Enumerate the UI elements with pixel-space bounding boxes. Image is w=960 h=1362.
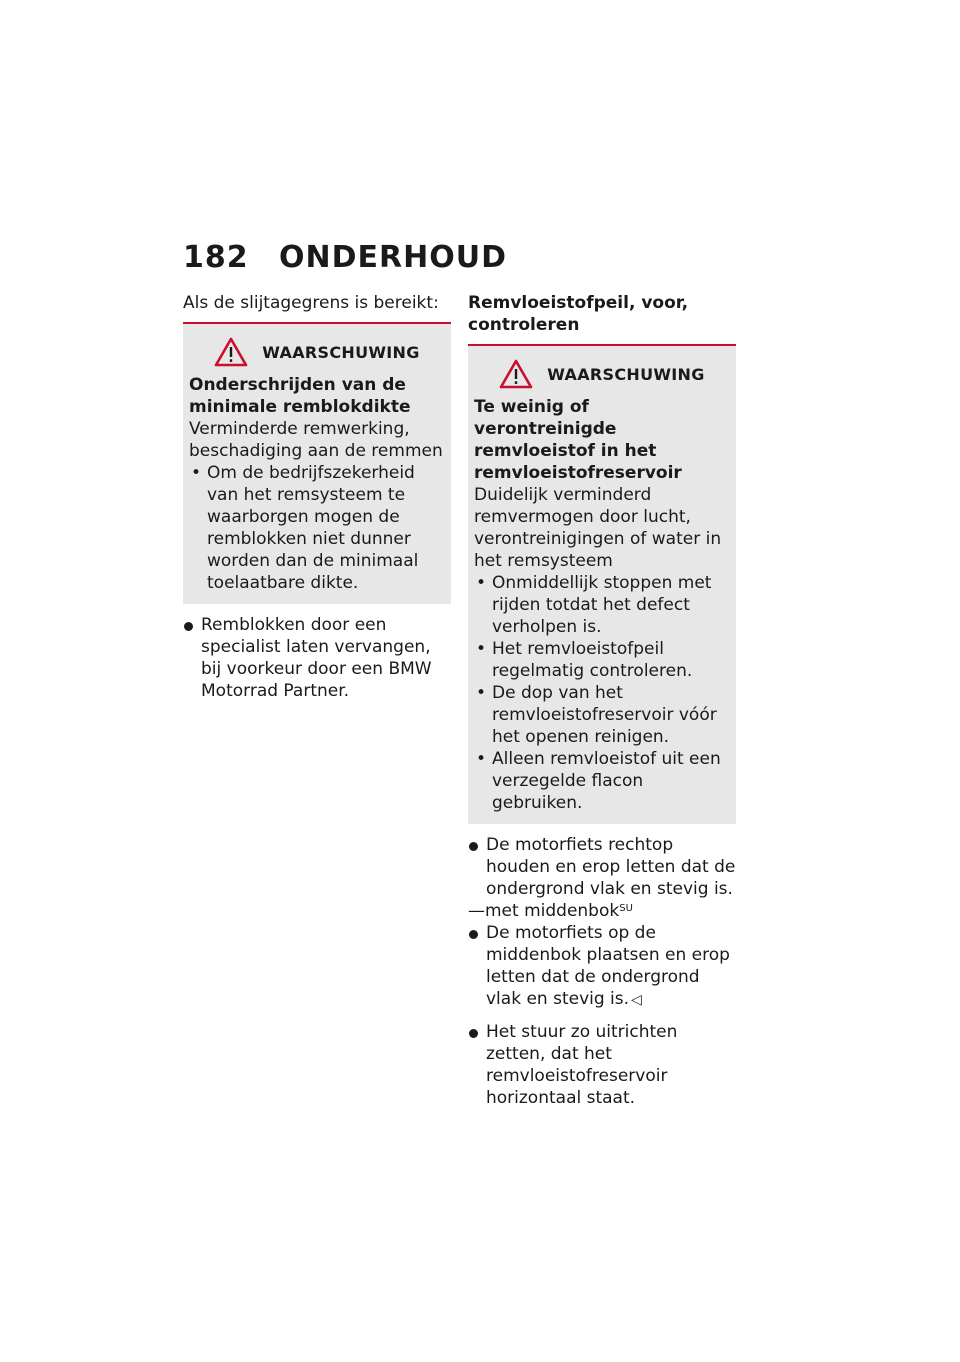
warning-consequence: Verminderde remwerking, beschadiging aan de remmen (189, 419, 443, 461)
warning-header (189, 334, 445, 370)
page-header (183, 240, 507, 280)
step-item: De motorfiets rechtop houden en erop letten dat de ondergrond vlak en stevig is. (468, 834, 736, 900)
warning-list-item: • Het remvloeistofpeil regelmatig controleren. (474, 638, 730, 682)
warning-label: WAARSCHUWING (262, 342, 420, 362)
warning-list (474, 572, 730, 814)
step-item: Het stuur zo uitrichten zetten, dat het remvloeistofreservoir horizontaal staat. (468, 1021, 736, 1109)
warning-list-item: • De dop van het remvloeistofreservoir vóór het openen reinigen. (474, 682, 730, 748)
warning-label: WAARSCHUWING (547, 364, 705, 384)
step-item (468, 922, 736, 1011)
warning-consequence: Duidelijk verminderd remvermogen door lucht, verontreinigingen of water in het remsysteem (474, 485, 722, 571)
warning-box (468, 344, 736, 824)
step-list (183, 614, 451, 702)
warning-list-item: • Onmiddellijk stoppen met rijden totdat het defect verholpen is. (474, 572, 730, 638)
page-number: 182 (183, 240, 249, 275)
intro-text: Als de slijtagegrens is bereikt: (183, 293, 439, 313)
warning-triangle-icon (499, 359, 533, 389)
option-code: SU (619, 903, 633, 914)
step-list (468, 834, 736, 900)
warning-box (183, 322, 451, 604)
step-item: Remblokken door een specialist laten vervangen, bij voorkeur door een BMW Motorrad Partner. (183, 614, 451, 702)
warning-header (474, 356, 730, 392)
warning-list-item: • Alleen remvloeistof uit een verzegelde flacon gebruiken. (474, 748, 730, 814)
warning-list (189, 462, 445, 594)
warning-triangle-icon (214, 337, 248, 367)
section-heading: Remvloeistofpeil, voor, controleren (468, 293, 689, 335)
warning-title: Te weinig of verontreinigde remvloeistof in het remvloeistofreservoir (474, 397, 682, 483)
step-text: De motorfiets op de middenbok plaatsen en erop letten dat de ondergrond vlak en stevig is. (486, 923, 730, 1009)
left-column (183, 290, 451, 702)
page-title: ONDERHOUD (279, 240, 507, 275)
step-list (468, 922, 736, 1109)
warning-title: Onderschrijden van de minimale remblokdikte (189, 375, 411, 417)
condition-text: —met middenbok (468, 901, 620, 921)
warning-list-item: • Om de bedrijfszekerheid van het remsysteem te waarborgen mogen de remblokken niet dunner worden dan de minimaal toelaatbare dikte. (189, 462, 445, 594)
end-of-condition-icon: ◁ (631, 992, 642, 1008)
condition-line (468, 900, 736, 922)
right-column (468, 290, 736, 1109)
